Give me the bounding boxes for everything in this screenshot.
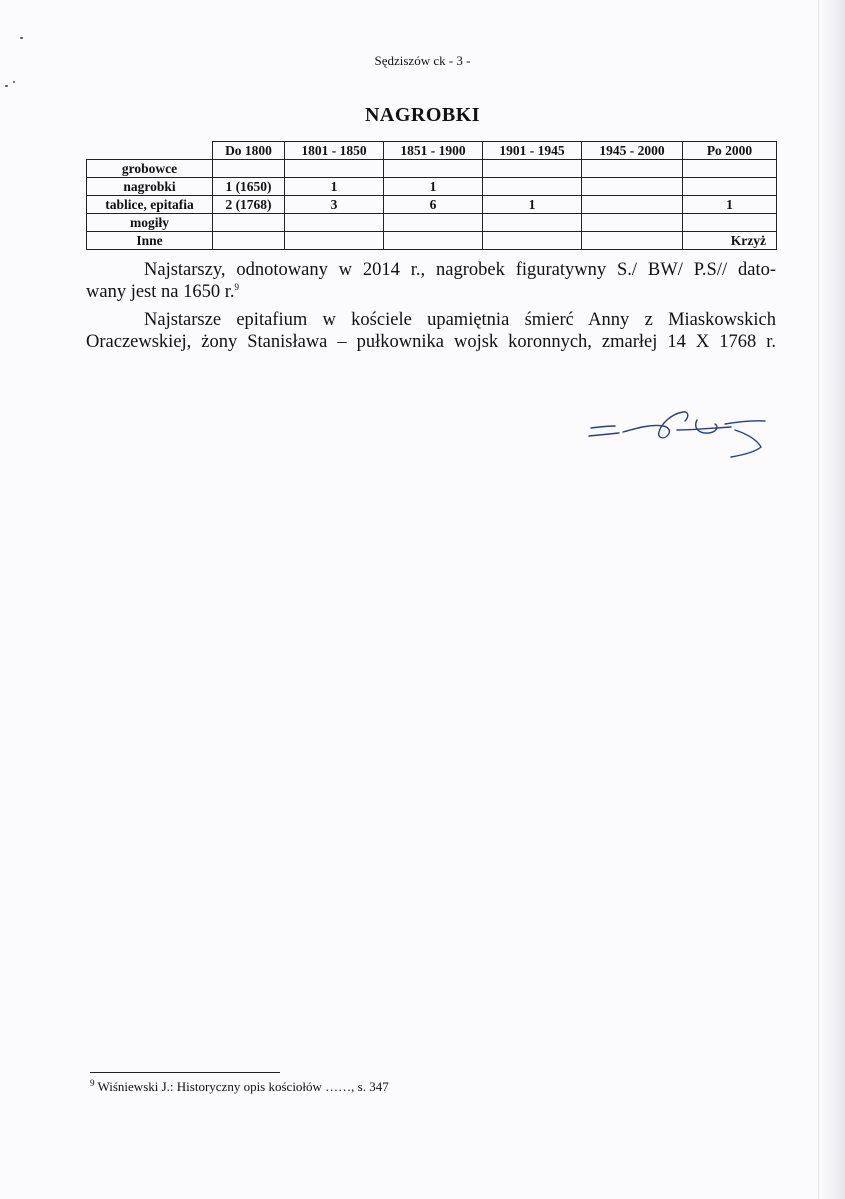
table-cell	[285, 232, 384, 250]
table-cell	[384, 214, 483, 232]
table-cell	[483, 232, 582, 250]
table-cell: 1	[285, 178, 384, 196]
table-cell	[683, 178, 777, 196]
table-cell: 3	[285, 196, 384, 214]
footnote	[90, 1079, 389, 1095]
paragraph-line: Oraczewskiej, żony Stanisława – pułkownika wojsk koronnych, zmarłej 14 X 1768 r.	[86, 332, 776, 352]
scan-speck	[20, 37, 23, 39]
row-label: grobowce	[87, 160, 213, 178]
paragraph-oldest-tombstone	[86, 259, 776, 303]
column-header: 1945 - 2000	[582, 142, 683, 160]
table-cell	[582, 196, 683, 214]
table-cell	[582, 160, 683, 178]
column-header: Po 2000	[683, 142, 777, 160]
column-header: 1801 - 1850	[285, 142, 384, 160]
table-row	[87, 178, 777, 196]
scan-speck	[5, 85, 8, 87]
paragraph-line: Najstarszy, odnotowany w 2014 r., nagrobek figuratywny S./ BW/ P.S// dato-	[144, 260, 776, 280]
paragraph-line-text: wany jest na 1650 r.	[86, 282, 235, 302]
paragraph-oldest-epitaph	[86, 309, 776, 353]
table-cell	[683, 160, 777, 178]
table-row	[87, 196, 777, 214]
paragraph-line	[86, 281, 776, 303]
grave-statistics-table	[86, 141, 777, 250]
running-head: Sędziszów ck - 3 -	[374, 53, 471, 68]
table-row	[87, 160, 777, 178]
table-cell: 1	[683, 196, 777, 214]
footnote-separator	[90, 1072, 280, 1073]
table-cell	[582, 214, 683, 232]
footnote-reference[interactable]: 9	[234, 281, 239, 292]
table-cell	[582, 178, 683, 196]
table-row	[87, 232, 777, 250]
row-label: tablice, epitafia	[87, 196, 213, 214]
table-row	[87, 214, 777, 232]
table-cell	[213, 214, 285, 232]
table-cell: 6	[384, 196, 483, 214]
table-cell: 1 (1650)	[213, 178, 285, 196]
table-cell	[213, 160, 285, 178]
table-cell: Krzyż	[683, 232, 777, 250]
column-header: 1851 - 1900	[384, 142, 483, 160]
row-label: Inne	[87, 232, 213, 250]
table-cell	[384, 160, 483, 178]
table-cell: 1	[384, 178, 483, 196]
page-edge-shadow	[818, 0, 845, 1199]
table-cell	[285, 160, 384, 178]
row-label: mogiły	[87, 214, 213, 232]
table-cell	[683, 214, 777, 232]
table-cell: 1	[483, 196, 582, 214]
footnote-number: 9	[90, 1077, 95, 1088]
handwritten-signature	[585, 400, 770, 465]
table-cell	[483, 160, 582, 178]
table-cell	[384, 232, 483, 250]
row-label: nagrobki	[87, 178, 213, 196]
table-corner-cell	[87, 142, 213, 160]
table-cell: 2 (1768)	[213, 196, 285, 214]
column-header: 1901 - 1945	[483, 142, 582, 160]
table-cell	[213, 232, 285, 250]
table-cell	[483, 178, 582, 196]
page-title: NAGROBKI	[364, 104, 481, 126]
table-cell	[582, 232, 683, 250]
table-header-row	[87, 142, 777, 160]
table-cell	[285, 214, 384, 232]
footnote-text: Wiśniewski J.: Historyczny opis kościołów ……, s. 347	[97, 1079, 389, 1094]
scan-speck	[13, 81, 15, 83]
table-cell	[483, 214, 582, 232]
column-header: Do 1800	[213, 142, 285, 160]
paragraph-line: Najstarsze epitafium w kościele upamiętnia śmierć Anny z Miaskowskich	[144, 310, 776, 330]
